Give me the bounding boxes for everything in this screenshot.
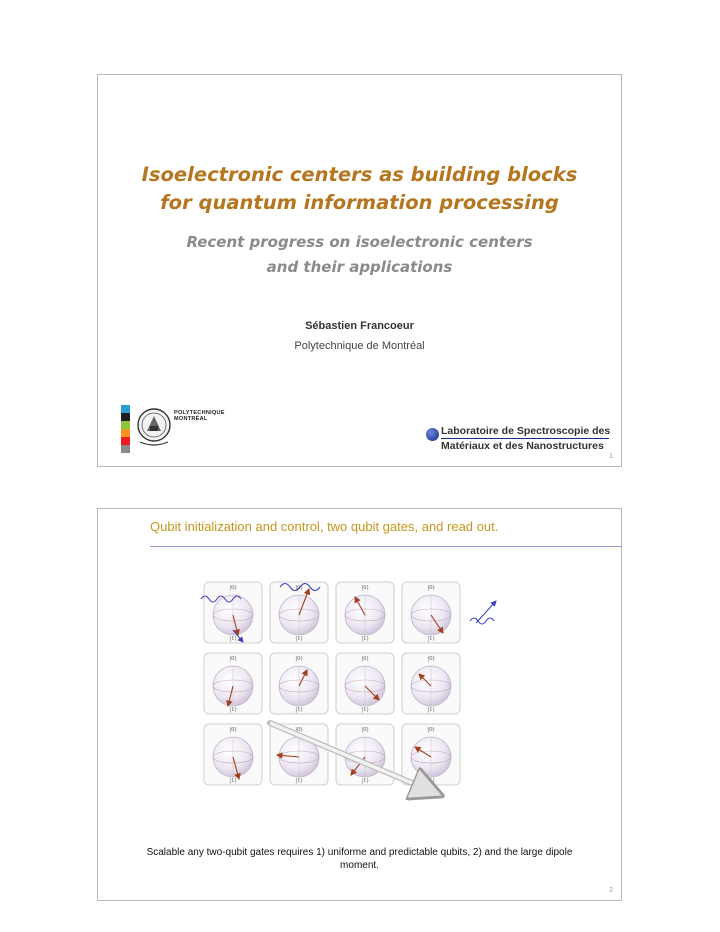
ket-one-label: |1⟩ — [361, 707, 369, 713]
stripe — [121, 445, 130, 453]
page-number: 2 — [609, 887, 613, 894]
bloch-sphere — [336, 653, 394, 714]
ket-zero-label: |0⟩ — [361, 585, 369, 591]
ket-zero-label: |0⟩ — [427, 585, 435, 591]
stripe — [121, 405, 130, 413]
bloch-sphere — [402, 653, 460, 714]
bloch-sphere-grid — [98, 509, 621, 839]
ket-zero-label: |0⟩ — [229, 585, 237, 591]
author-name: Sébastien Francoeur — [305, 320, 414, 332]
ket-one-label: |1⟩ — [295, 778, 303, 784]
ket-one-label: |1⟩ — [229, 707, 237, 713]
ket-zero-label: |0⟩ — [295, 585, 303, 591]
polytechnique-logo-text: POLYTECHNIQUE MONTRÉAL — [174, 410, 225, 422]
stripe — [121, 421, 130, 429]
ket-zero-label: |0⟩ — [295, 727, 303, 733]
ket-zero-label: |0⟩ — [229, 656, 237, 662]
slide-title-line-2: for quantum information processing — [160, 191, 559, 214]
ket-one-label: |1⟩ — [427, 636, 435, 642]
slide-1 — [97, 74, 622, 467]
slide-subtitle-line-1: Recent progress on isoelectronic centers — [186, 233, 533, 251]
ket-zero-label: |0⟩ — [361, 656, 369, 662]
slide-2 — [97, 508, 622, 901]
ket-zero-label: |0⟩ — [427, 656, 435, 662]
page-number: 1 — [609, 453, 613, 460]
bloch-sphere — [270, 653, 328, 714]
ket-zero-label: |0⟩ — [295, 656, 303, 662]
slide-title: Qubit initialization and control, two qubit gates, and read out. — [150, 519, 499, 534]
polytechnique-seal-icon — [136, 405, 172, 449]
bloch-sphere — [402, 582, 460, 643]
slide-subtitle-line-2: and their applications — [266, 258, 453, 276]
polytechnique-color-stripes — [121, 405, 130, 453]
lab-name-line-2: Matériaux et des Nanostructures — [441, 440, 604, 452]
slide-caption: Scalable any two-qubit gates requires 1) uniforme and predictable qubits, 2) and the large dipole moment. — [146, 847, 573, 871]
ket-one-label: |1⟩ — [427, 707, 435, 713]
stripe — [121, 413, 130, 421]
ket-one-label: |1⟩ — [361, 778, 369, 784]
bloch-sphere — [402, 724, 460, 785]
bloch-sphere — [336, 582, 394, 643]
stripe — [121, 429, 130, 437]
bloch-sphere — [204, 724, 262, 785]
readout-wave — [470, 618, 494, 624]
slide-title-line-1: Isoelectronic centers as building blocks — [141, 163, 578, 186]
ket-one-label: |1⟩ — [427, 778, 435, 784]
ket-zero-label: |0⟩ — [427, 727, 435, 733]
ket-zero-label: |0⟩ — [229, 727, 237, 733]
bloch-sphere — [270, 582, 328, 643]
stripe — [121, 437, 130, 445]
bloch-sphere — [204, 582, 262, 643]
lab-name-line-1: Laboratoire de Spectroscopie des — [441, 425, 611, 437]
ket-zero-label: |0⟩ — [361, 727, 369, 733]
ket-one-label: |1⟩ — [295, 636, 303, 642]
affiliation: Polytechnique de Montréal — [294, 340, 425, 352]
ket-one-label: |1⟩ — [229, 778, 237, 784]
ket-one-label: |1⟩ — [295, 707, 303, 713]
ket-one-label: |1⟩ — [361, 636, 369, 642]
bloch-sphere — [204, 653, 262, 714]
lab-logo-sphere-icon — [426, 428, 439, 441]
ket-one-label: |1⟩ — [229, 636, 237, 642]
